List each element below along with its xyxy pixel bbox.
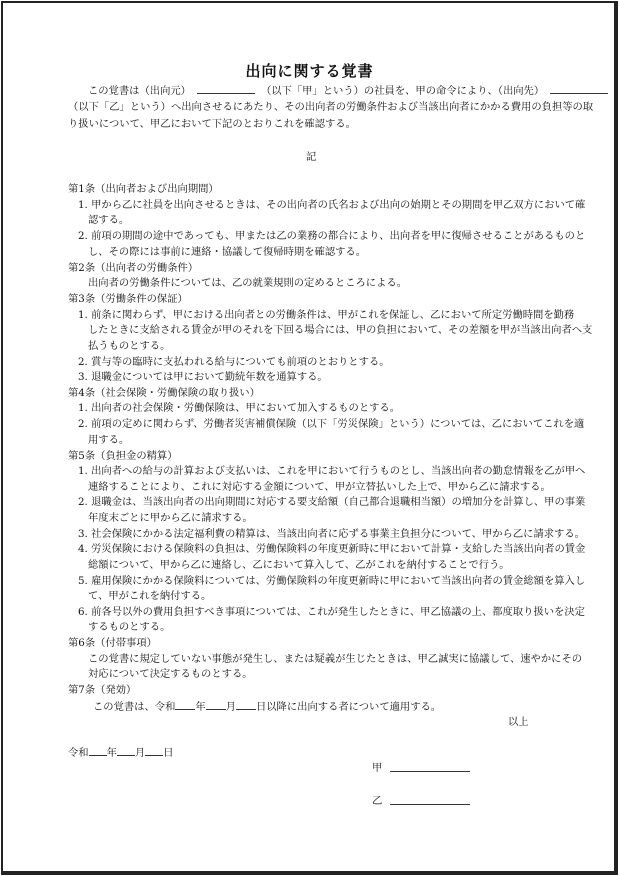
article-2-body: 出向者の労働条件については、乙の就業規則の定めるところによる。 [88, 277, 407, 289]
intro-line-1 [88, 84, 608, 97]
signature-label-otsu: 乙 [372, 795, 383, 807]
article-5-heading: 第5条（負担金の精算） [68, 450, 178, 462]
article-4-item-1: 1. 出向者の社会保険・労働保険は、甲において加入するものとする。 [78, 402, 401, 414]
article-6-heading: 第6条（付帯事項） [68, 637, 157, 649]
signature-label-kou: 甲 [372, 762, 383, 774]
date-day: 日 [163, 747, 174, 759]
article-4-item-2b: 用する。 [88, 434, 130, 446]
article-5-item-4b: 総額について、甲から乙に連絡し、乙において算入して、乙がこれを納付することで行う。 [88, 559, 510, 571]
article-6-line-2: 対応について決定するものとする。 [88, 668, 253, 680]
blank-origin[interactable] [197, 84, 255, 94]
article-5-item-1a: 1. 出向者への給与の計算および支払いは、これを甲において行うものとし、当該出向者の勤怠情報を乙が甲へ [78, 465, 586, 477]
blank-effective-month[interactable] [206, 700, 226, 710]
article-5-item-5a: 5. 雇用保険にかかる保険料については、労働保険料の年度更新時に甲において当該出向者の賃金総額を算入し [78, 575, 586, 587]
blank-destination[interactable] [550, 84, 608, 94]
intro-line-2: （以下「乙」という）へ出向させるにあたり、その出向者の労働条件および当該出向者にかかる費用の負担等の取 [68, 101, 594, 113]
article-3-heading: 第3条（労働条件の保証） [68, 293, 188, 305]
article-5-item-6b: するものとする。 [88, 621, 171, 633]
intro-line-1b: （以下「甲」という）の社員を、甲の命令により、（出向先） [260, 85, 545, 97]
article-7-body [93, 700, 441, 713]
signature-line-otsu[interactable] [390, 804, 470, 805]
blank-effective-day[interactable] [236, 700, 256, 710]
article-5-item-2a: 2. 退職金は、当該出向者の出向期間に対応する要支給額（自己都合退職相当額）の増加分を計算し、甲の事業 [78, 496, 586, 508]
article-3-item-1c: 払うものとする。 [88, 340, 171, 352]
article-1-item-2b: し、その際には事前に連絡・協議して復帰時期を確認する。 [88, 246, 367, 258]
article-7-body-a: この覚書は、令和 [93, 701, 176, 713]
article-6-line-1: この覚書に規定していない事態が発生し、または疑義が生じたときは、甲乙誠実に協議して、速やかにその [88, 653, 583, 665]
date-year: 年 [106, 747, 117, 759]
article-3-item-1b: したときに支給される賃金が甲のそれを下回る場合には、甲の負担において、その差額を甲が当該出向者へ支 [88, 324, 593, 336]
signing-date [68, 746, 173, 759]
ijou-closing: 以上 [508, 716, 529, 728]
article-5-item-6a: 6. 前各号以外の費用負担すべき事項については、これが発生したときに、甲乙協議の上、都度取り扱いを決定 [78, 606, 585, 618]
blank-sign-day[interactable] [145, 746, 163, 756]
article-4-heading: 第4条（社会保険・労働保険の取り扱い） [68, 387, 260, 399]
intro-line-1a: この覚書は（出向元） [88, 85, 191, 97]
article-1-heading: 第1条（出向者および出向期間） [68, 183, 219, 195]
article-7-body-c: 月 [225, 701, 236, 713]
article-4-item-2a: 2. 前項の定めに関わらず、労働者災害補償保険（以下「労災保険」という）については、乙においてこれを適 [78, 418, 585, 430]
article-3-item-1a: 1. 前条に関わらず、甲における出向者との労働条件は、甲がこれを保証し、乙において所定労働時間を勤務 [78, 309, 575, 321]
signature-line-kou[interactable] [390, 771, 470, 772]
document-title: 出向に関する覚書 [245, 62, 374, 80]
article-5-item-3: 3. 社会保険にかかる法定福利費の精算は、当該出向者に応ずる事業主負担分について、甲から乙に請求する。 [78, 528, 585, 540]
article-7-heading: 第7条（発効） [68, 684, 137, 696]
blank-effective-year[interactable] [175, 700, 195, 710]
date-month: 月 [134, 747, 146, 759]
article-1-item-1b: 認する。 [88, 214, 130, 226]
article-7-body-b: 年 [195, 701, 206, 713]
blank-sign-year[interactable] [89, 746, 107, 756]
intro-line-3: り扱いについて、甲乙において下記のとおりこれを確認する。 [68, 118, 356, 130]
article-5-item-1b: 連絡することにより、これに対応する金額について、甲が立替払いした上で、甲から乙に請求する。 [88, 481, 551, 493]
article-2-heading: 第2条（出向者の労働条件） [68, 262, 199, 274]
article-5-item-2b: 年度末ごとに甲から乙に請求する。 [88, 512, 253, 524]
article-3-item-2: 2. 賞与等の臨時に支払われる給与についても前項のとおりとする。 [78, 356, 390, 368]
date-era: 令和 [68, 747, 89, 759]
article-1-item-1a: 1. 甲から乙に社員を出向させるときは、その出向者の氏名および出向の始期とその期間を甲乙双方において確 [78, 199, 586, 211]
article-3-item-3: 3. 退職金については甲において勤続年数を通算する。 [78, 371, 328, 383]
ki-mark: 記 [306, 151, 317, 163]
article-1-item-2a: 2. 前項の期間の途中であっても、甲または乙の業務の都合により、出向者を甲に復帰させることがあるものと [78, 230, 586, 242]
article-5-item-5b: て、甲がこれを納付する。 [88, 590, 212, 602]
blank-sign-month[interactable] [117, 746, 135, 756]
article-5-item-4a: 4. 労災保険における保険料の負担は、労働保険料の年度更新時に甲において計算・支給した当該出向者の賃金 [78, 543, 586, 555]
article-7-body-d: 日以降に出向する者について適用する。 [255, 701, 442, 713]
